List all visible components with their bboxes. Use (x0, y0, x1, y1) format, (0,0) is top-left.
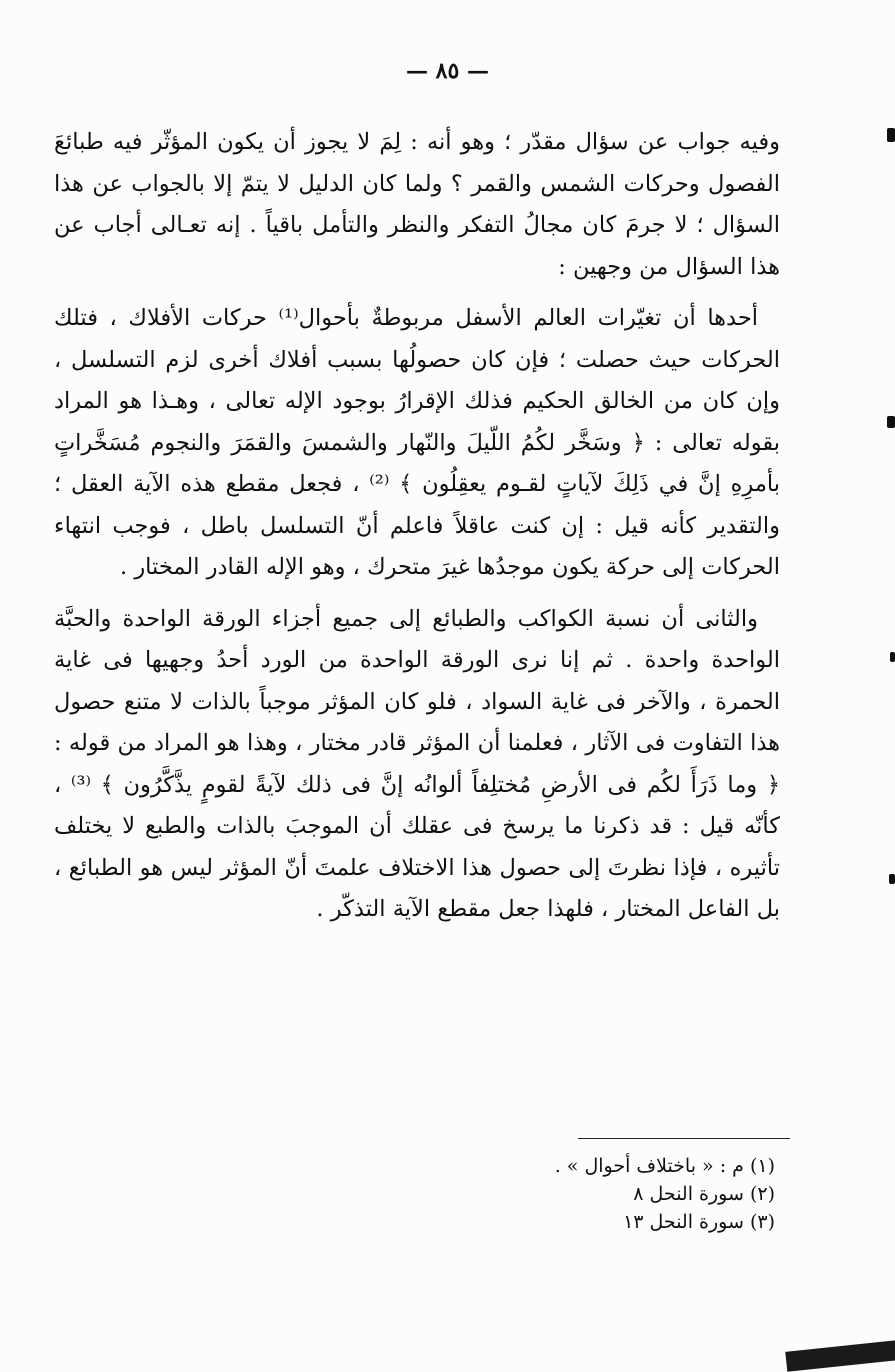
paragraph-3: والثانى أن نسبة الكواكب والطبائع إلى جميع أجزاء الورقة الواحدة والحبَّة الواحدة واحدة . ثم إنا نرى الورقة الواحدة من الورد أحدُ وجهيها فى غاية الحمرة ، والآخر فى غاية السواد ، فلو كان المؤثر موجباً بالذات لا متنع حصول هذا التفاوت فى الآثار ، فعلمنا أن المؤثر قادر مختار ، وهذا هو المراد من قوله : ﴿ وما ذَرَأَ لكُم فى الأرضِ مُختلِفاً ألوانُه إنَّ فى ذلك لآيةً لقومٍ يذَّكَّرُون ﴾ ⁽³⁾ ، كأنّه قيل : قد ذكرنا ما يرسخ فى عقلك أن الموجبَ بالذات والطبع لا يختلف تأثيره ، فإذا نظرتَ إلى حصول هذا الاختلاف علمتَ أنّ المؤثر ليس هو الطبائع ، بل الفاعل المختار ، فلهذا جعل مقطع الآية التذكّر . (54, 605, 780, 922)
footnote-1: (١) م : « باختلاف أحوال » . (554, 1155, 775, 1177)
paragraph-1: وفيه جواب عن سؤال مقدّر ؛ وهو أنه : لِمَ لا يجوز أن يكون المؤثّر فيه طبائعَ الفصول وحركات الشمس والقمر ؟ ولما كان الدليل لا يتمّ إلا بالجواب عن هذا السؤال ؛ لا جرمَ كان مجالُ التفكر والنظر والتأمل باقياً . إنه تعـالى أجاب عن هذا السؤال من وجهين : (54, 129, 780, 280)
paragraph-2: أحدها أن تغيّرات العالم الأسفل مربوطةٌ بأحوال⁽¹⁾ حركات الأفلاك ، فتلك الحركات حيث حصلت ؛ فإن كان حصولُها بسبب أفلاك أخرى لزم التسلسل ، وإن كان من الخالق الحكيم فذلك الإقرارُ بوجود الإله تعالى ، وهـذا هو المراد بقوله تعالى : ﴿ وسَخَّر لكُمُ اللّيلَ والنّهار والشمسَ والقمَرَ والنجوم مُسَخَّراتٍ بأمرِهِ إنَّ في ذَلِكَ لآياتٍ لقـوم يعقِلُون ﴾ ⁽²⁾ ، فجعل مقطع هذه الآية العقل ؛ والتقدير كأنه قيل : إن كنت عاقلاً فاعلم أنّ التسلسل باطل ، فوجب انتهاء الحركات إلى حركة يكون موجدُها غيرَ متحرك ، وهو الإله القادر المختار . (54, 305, 780, 580)
scan-edge-shadow (785, 1340, 895, 1372)
footnote-divider (578, 1138, 790, 1139)
page-number: — ٨٥ — (406, 58, 489, 84)
footnotes (475, 1152, 775, 1236)
footnote-2: (٢) سورة النحل ٨ (633, 1183, 775, 1205)
scan-margin-mark (887, 416, 895, 428)
main-text (54, 122, 780, 941)
scan-margin-mark (889, 874, 895, 884)
footnote-3: (٣) سورة النحل ١٣ (623, 1211, 775, 1233)
scan-margin-mark (887, 128, 895, 142)
scan-margin-mark (890, 652, 895, 662)
